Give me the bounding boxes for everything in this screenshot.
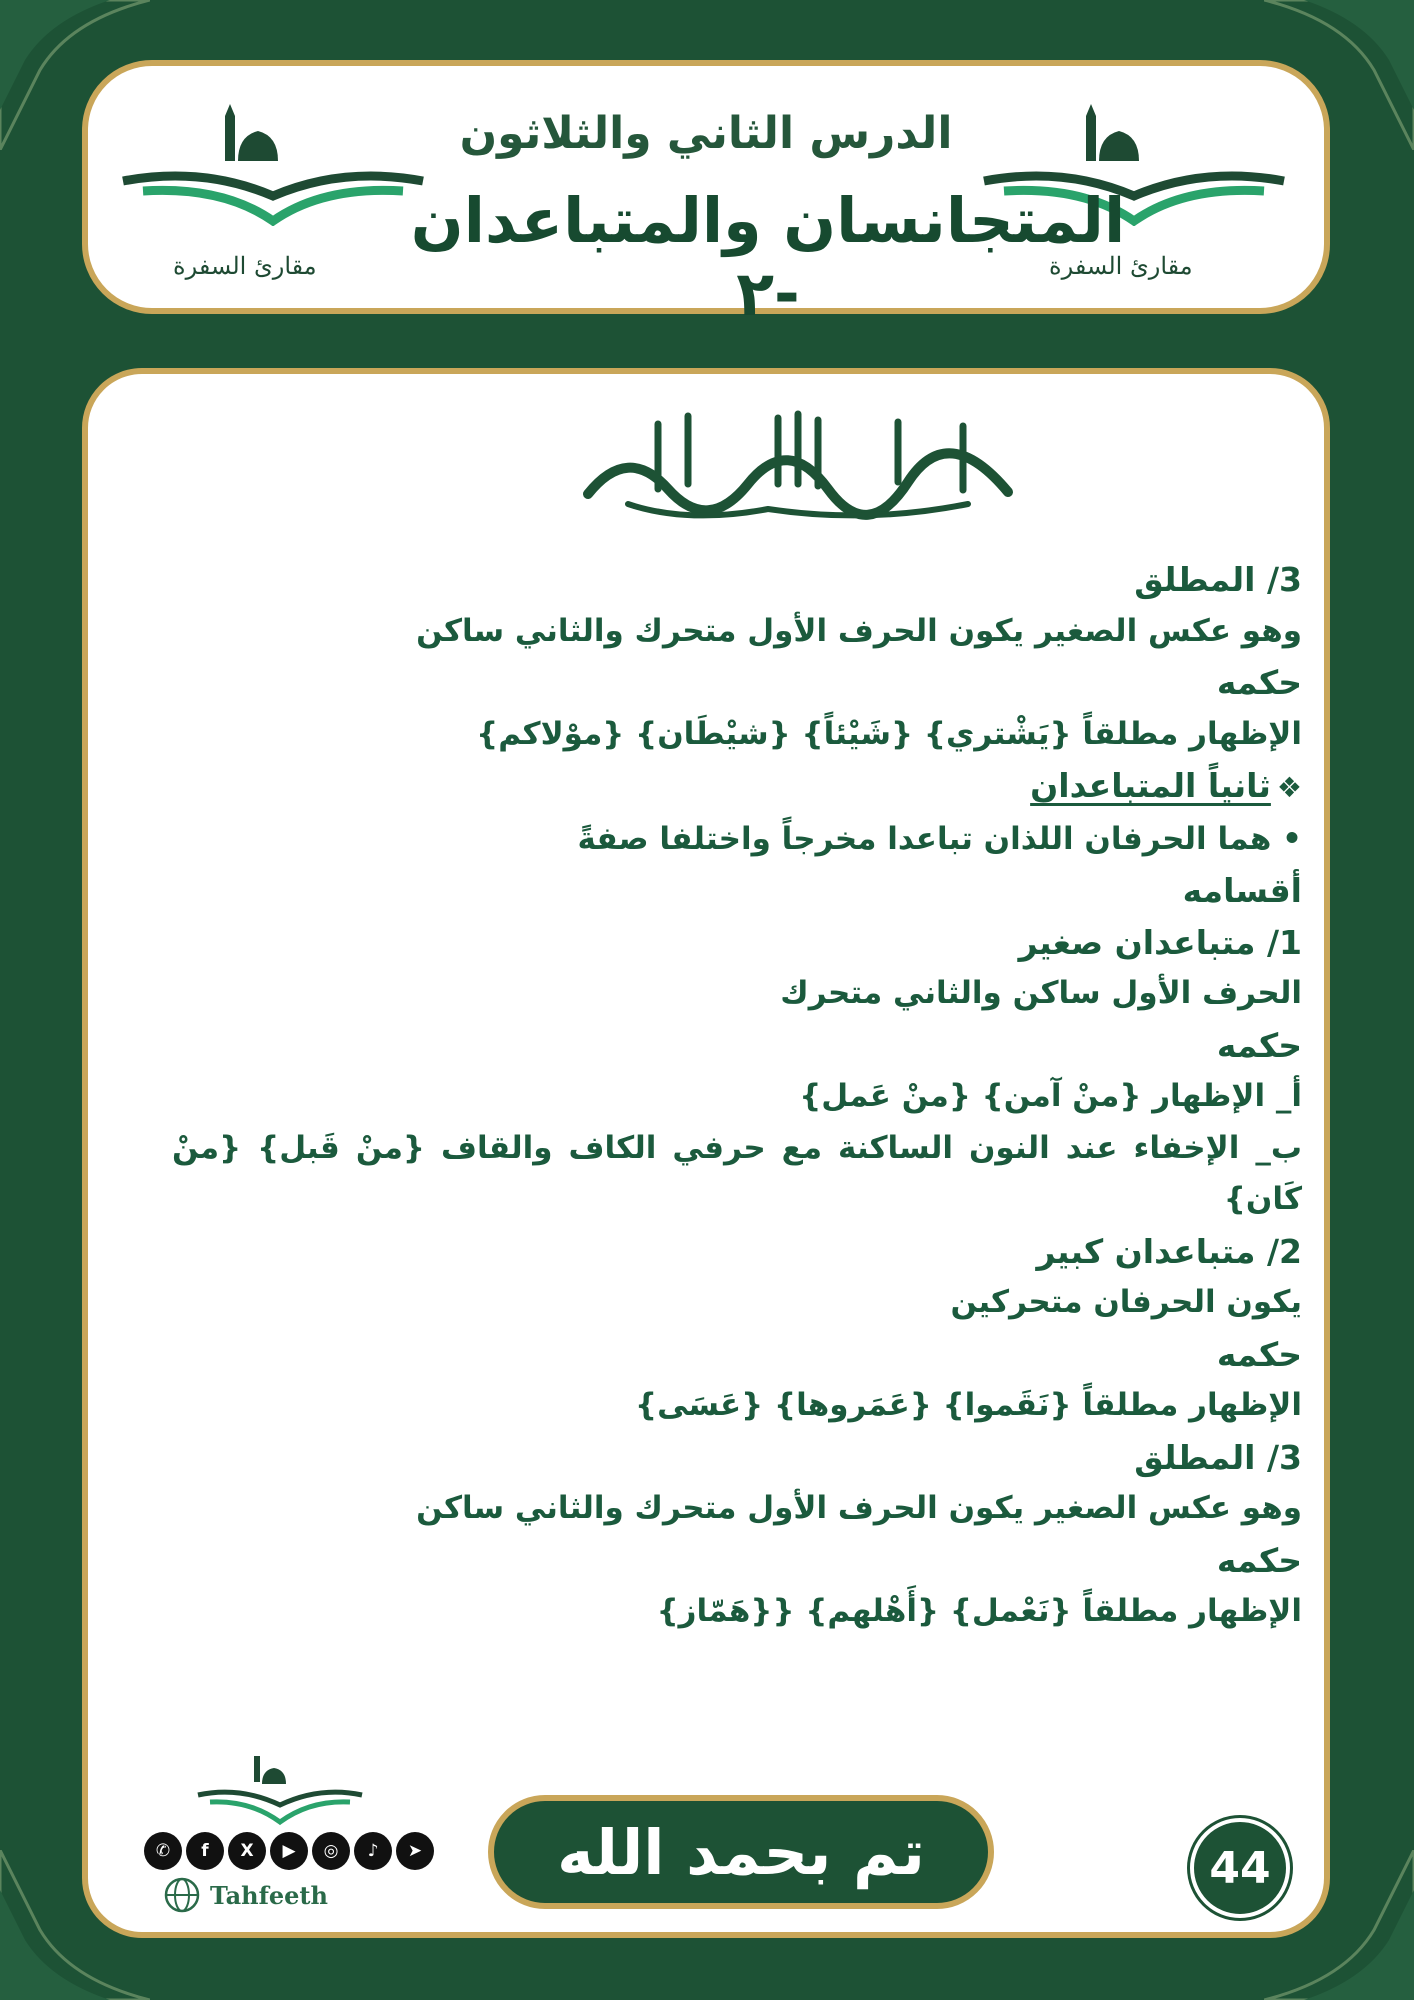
lesson-title: المتجانسان والمتباعدان -٢ [410, 184, 1126, 330]
section-heading: 3/ المطلق [1134, 560, 1302, 599]
definition-text: يكون الحرفان متحركين [950, 1284, 1302, 1320]
ruling-text: ب_ الإخفاء عند النون الساكنة مع حرفي الكاف والقاف {منْ قَبل} {منْ كَان} [172, 1129, 1302, 1217]
logo-brand-text: مقارئ السفرة [173, 252, 317, 280]
lesson-content [172, 554, 1302, 1638]
definition-text: • هما الحرفان اللذان تباعدا مخرجاً واختلفا صفةً [577, 820, 1302, 857]
page-number: 44 [1190, 1818, 1290, 1918]
social-links [144, 1832, 434, 1870]
definition-text: وهو عكس الصغير يكون الحرف الأول متحرك والثاني ساكن [416, 612, 1302, 649]
definition-text: الحرف الأول ساكن والثاني متحرك [780, 975, 1302, 1011]
instagram-icon[interactable]: ◎ [312, 1832, 350, 1870]
ruling-heading: حكمه [1216, 1334, 1302, 1374]
ornament-star-icon: ❖ [1276, 771, 1302, 804]
basmala-calligraphy [568, 404, 1028, 534]
whatsapp-icon[interactable]: ✆ [144, 1832, 182, 1870]
section-title-text: ثانياً المتباعدان [1030, 766, 1271, 805]
subsection-heading: 2/ متباعدان كبير [1036, 1231, 1302, 1271]
finish-banner: تم بحمد الله [488, 1795, 994, 1909]
header-card [82, 60, 1330, 330]
footer-logo [190, 1750, 370, 1830]
ruling-heading: حكمه [1216, 663, 1302, 702]
ruling-heading: حكمه [1216, 1540, 1302, 1580]
ruling-text: الإظهار مطلقاً {نَقَموا} {عَمَروها} {عَسَى} [635, 1387, 1302, 1423]
subsection-heading: 3/ المطلق [1134, 1437, 1302, 1477]
subsection-heading: 1/ متباعدان صغير [1018, 922, 1302, 962]
tiktok-icon[interactable]: ♪ [354, 1832, 392, 1870]
x-icon[interactable]: X [228, 1832, 266, 1870]
definition-text: وهو عكس الصغير يكون الحرف الأول متحرك والثاني ساكن [416, 1490, 1302, 1526]
facebook-icon[interactable]: f [186, 1832, 224, 1870]
sections-heading: أقسامه [1182, 871, 1302, 910]
open-book-mosque-icon [190, 1750, 370, 1830]
ruling-text: الإظهار مطلقاً {يَشْتري} {شَيْئاً} {شيْطَان} {موْلاكم} [476, 715, 1302, 752]
content-card [82, 368, 1330, 1938]
section-title [172, 760, 1302, 814]
logo-brand-text: مقارئ السفرة [1049, 252, 1193, 280]
globe-icon [162, 1875, 202, 1915]
lesson-number: الدرس الثاني والثلاثون [459, 108, 953, 159]
ruling-heading: حكمه [1216, 1025, 1302, 1065]
ruling-text: أ_ الإظهار {منْ آمن} {منْ عَمل} [799, 1078, 1302, 1114]
telegram-icon[interactable]: ➤ [396, 1832, 434, 1870]
ruling-text: الإظهار مطلقاً {نَعْمل} {أَهْلهم} {{هَمّاز} [656, 1593, 1302, 1629]
youtube-icon[interactable]: ▶ [270, 1832, 308, 1870]
website-label: Tahfeeth [210, 1880, 328, 1910]
website-link[interactable] [162, 1875, 328, 1915]
